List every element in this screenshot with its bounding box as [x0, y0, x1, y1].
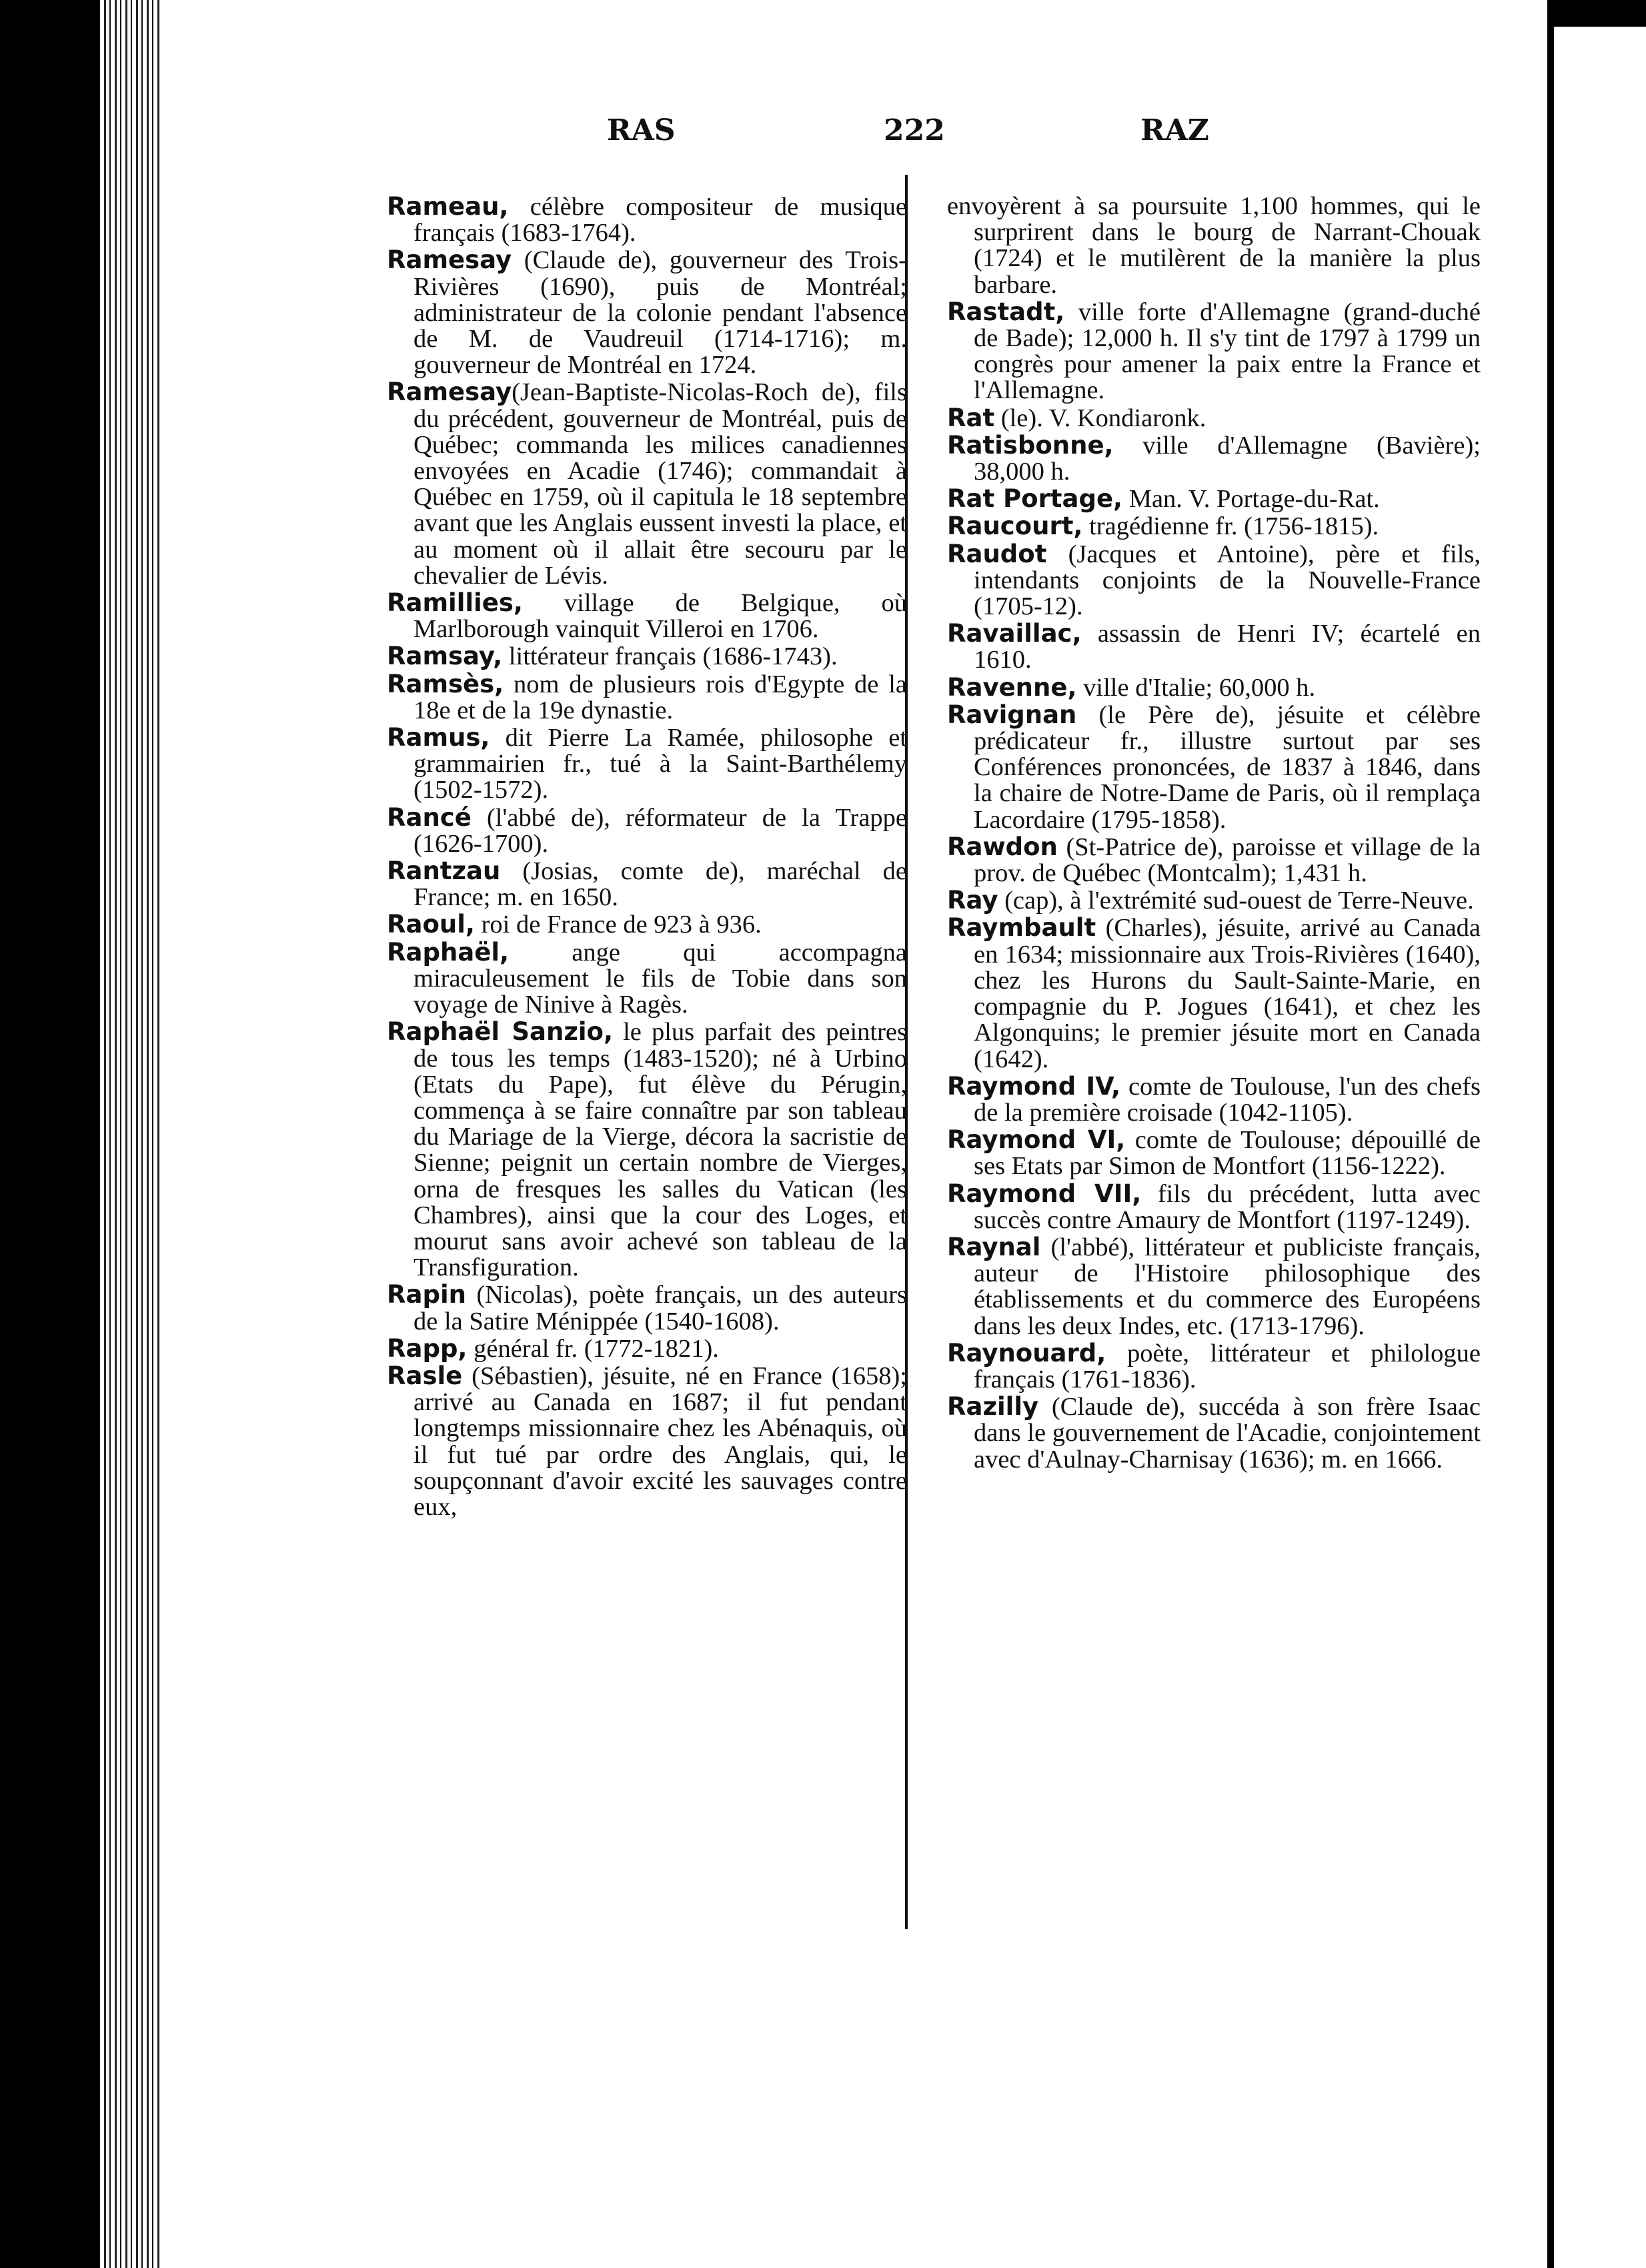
entry-definition: (Claude de), gouverneur des Trois-Rivières (1690), puis de Montréal; administrateur de la colonie pendant l'absence de M. de Vaudreuil (1714-1716); m. gouverneur de Montréal en 1724.	[414, 246, 907, 380]
entry-headword: Raymond VII,	[947, 1179, 1142, 1208]
entry-definition: (l'abbé), littérateur et publiciste français, auteur de l'Histoire philosophique des établissements et du commerce des Européens dans les deux Indes, etc. (1713-1796).	[974, 1233, 1481, 1340]
entry-definition: poète, littérateur et philologue français (1761-1836).	[974, 1339, 1481, 1393]
entry-headword: Raynouard,	[947, 1338, 1106, 1367]
entry-definition: (l'abbé de), réformateur de la Trappe (1626-1700).	[414, 803, 907, 858]
entry-definition: village de Belgique, où Marlborough vainquit Villeroi en 1706.	[414, 589, 907, 644]
next-page-edge	[1554, 27, 1646, 2268]
book-page	[160, 0, 1547, 2268]
right-guide-word: RAZ	[1140, 113, 1209, 147]
entry-headword: Ramesay	[387, 378, 512, 407]
dictionary-entry	[387, 379, 907, 589]
dictionary-entry	[387, 939, 907, 1019]
entry-definition: (Jean-Baptiste-Nicolas-Roch de), fils du précédent, gouverneur de Montréal, puis de Québec; commanda les milices canadiennes envoyées en Acadie (1746); commandait à Québec en 1759, où il capitula le 18 septembre avant que les Anglais eussent investi la place, et au moment où il allait être secouru par le chevalier de Lévis.	[414, 378, 907, 590]
entry-headword: Razilly	[947, 1392, 1039, 1422]
entry-definition: général fr. (1772-1821).	[467, 1334, 719, 1363]
entry-headword: Raucourt,	[947, 512, 1083, 541]
dictionary-entry	[387, 724, 907, 804]
entry-headword: Ravaillac,	[947, 619, 1082, 648]
entry-headword: Rapp,	[387, 1333, 468, 1363]
entry-definition: (Josias, comte de), maréchal de France; m. en 1650.	[414, 857, 907, 912]
right-column	[947, 193, 1481, 1474]
dictionary-entry	[947, 915, 1481, 1072]
entry-definition: (le Père de), jésuite et célèbre prédicateur fr., illustre surtout par ses Conférences prononcées, de 1837 à 1846, dans la chaire de Notre-Dame de Paris, où il remplaça Lacordaire (1795-1858).	[974, 700, 1481, 834]
entry-definition: comte de Toulouse, l'un des chefs de la première croisade (1042-1105).	[974, 1072, 1481, 1127]
dictionary-entry	[387, 1335, 907, 1362]
dictionary-entry	[947, 1127, 1481, 1179]
entry-definition: (le). V. Kondiaronk.	[994, 404, 1206, 432]
dictionary-entry	[947, 1234, 1481, 1339]
left-column	[387, 193, 907, 1521]
entry-definition: (Nicolas), poète français, un des auteurs de la Satire Ménippée (1540-1608).	[414, 1281, 907, 1335]
entry-definition: assassin de Henri IV; écartelé en 1610.	[974, 620, 1481, 674]
entry-definition: Man. V. Portage-du-Rat.	[1122, 485, 1380, 514]
entry-headword: Raphaël,	[387, 937, 510, 967]
dictionary-entry	[947, 1181, 1481, 1233]
dictionary-entry	[947, 1393, 1481, 1473]
entry-definition: (Claude de), succéda à son frère Isaac dans le gouvernement de l'Acadie, conjointement avec d'Aulnay-Charnisay (1636); m. en 1666.	[974, 1393, 1481, 1474]
dictionary-entry	[387, 1019, 907, 1281]
dictionary-entry	[947, 541, 1481, 620]
entry-headword: Ratisbonne,	[947, 430, 1114, 460]
running-header	[160, 113, 1547, 167]
entry-headword: Raymbault	[947, 913, 1096, 943]
dictionary-entry	[387, 247, 907, 378]
dictionary-entry	[387, 1363, 907, 1520]
entry-headword: Rancé	[387, 802, 472, 832]
entry-headword: Rapin	[387, 1280, 466, 1309]
dictionary-entry	[947, 193, 1481, 298]
entry-definition: ange qui accompagna miraculeusement le fils de Tobie dans son voyage de Ninive à Ragès.	[414, 938, 907, 1019]
left-guide-word: RAS	[607, 113, 676, 147]
entry-headword: Raynal	[947, 1232, 1041, 1261]
dictionary-entry	[947, 513, 1481, 540]
dictionary-entry	[387, 911, 907, 938]
entry-headword: Raphaël Sanzio,	[387, 1017, 614, 1047]
dictionary-entry	[947, 702, 1481, 833]
entry-headword: Raudot	[947, 539, 1047, 568]
dictionary-entry	[947, 674, 1481, 701]
entry-definition: roi de France de 923 à 936.	[474, 911, 762, 939]
entry-headword: Rantzau	[387, 857, 501, 886]
dictionary-entry	[387, 671, 907, 724]
entry-headword: Raoul,	[387, 910, 475, 939]
entry-headword: Rasle	[387, 1361, 463, 1390]
dictionary-entry	[947, 1340, 1481, 1393]
dictionary-entry	[947, 486, 1481, 512]
entry-definition: nom de plusieurs rois d'Egypte de la 18e et de la 19e dynastie.	[414, 670, 907, 724]
entry-headword: Raymond VI,	[947, 1125, 1126, 1155]
entry-headword: Rawdon	[947, 832, 1058, 861]
entry-headword: Raymond IV,	[947, 1071, 1121, 1101]
entry-headword: Rat Portage,	[947, 484, 1123, 514]
entry-headword: Ramillies,	[387, 588, 523, 618]
entry-definition: (cap), à l'extrémité sud-ouest de Terre-Neuve.	[998, 887, 1474, 915]
entry-headword: Ramsay,	[387, 642, 503, 671]
dictionary-entry	[387, 643, 907, 670]
entry-definition: ville d'Italie; 60,000 h.	[1076, 673, 1316, 702]
page-number: 222	[884, 113, 945, 147]
dictionary-entry	[387, 804, 907, 857]
dictionary-entry	[947, 620, 1481, 673]
dictionary-entry	[947, 1073, 1481, 1126]
dictionary-entry	[387, 590, 907, 642]
entry-definition: dit Pierre La Ramée, philosophe et grammairien fr., tué à la Saint-Barthélemy (1502-1572).	[414, 724, 907, 804]
entry-headword: Ray	[947, 886, 998, 915]
entry-headword: Ramesay	[387, 245, 512, 275]
entry-headword: Ramus,	[387, 723, 490, 752]
entry-headword: Rat	[947, 403, 995, 432]
entry-definition: tragédienne fr. (1756-1815).	[1082, 512, 1379, 541]
dictionary-entry	[947, 432, 1481, 485]
entry-definition: (St-Patrice de), paroisse et village de la prov. de Québec (Montcalm); 1,431 h.	[974, 832, 1481, 888]
page-edges	[100, 0, 160, 2268]
dictionary-entry	[947, 887, 1481, 914]
entry-definition: le plus parfait des peintres de tous les temps (1483-1520); né à Urbino (Etats du Pape), fut élève du Pérugin, commença à se faire connaître par son tableau du Mariage de la Vierge, décora la sacristie de Sienne; peignit un certain nombre de Vierges, orna de fresques les salles du Vatican (les Chambres), ainsi que la cour des Loges, et mourut sans avoir achevé son tableau de la Transfiguration.	[414, 1018, 907, 1282]
dictionary-entry	[947, 405, 1481, 432]
dictionary-entry	[387, 858, 907, 911]
entry-headword: Ramsès,	[387, 669, 504, 698]
entry-definition: célèbre compositeur de musique français (1683-1764).	[414, 193, 907, 247]
entry-definition: ville d'Allemagne (Bavière); 38,000 h.	[974, 431, 1481, 486]
entry-headword: Rameau,	[387, 192, 509, 221]
entry-definition: (Jacques et Antoine), père et fils, intendants conjoints de la Nouvelle-France (1705-12).	[974, 540, 1481, 621]
dictionary-entry	[947, 299, 1481, 404]
dictionary-entry	[947, 834, 1481, 887]
entry-definition: fils du précédent, lutta avec succès contre Amaury de Montfort (1197-1249).	[974, 1179, 1481, 1234]
entry-headword: Rastadt,	[947, 297, 1065, 326]
entry-definition: comte de Toulouse; dépouillé de ses Etats par Simon de Montfort (1156-1222).	[974, 1126, 1481, 1181]
entry-definition: ville forte d'Allemagne (grand-duché de Bade); 12,000 h. Il s'y tint de 1797 à 1799 un congrès pour amener la paix entre la France et l'Allemagne.	[974, 298, 1481, 405]
entry-definition: (Sébastien), jésuite, né en France (1658); arrivé au Canada en 1687; il fut pendant longtemps missionnaire chez les Abénaquis, où il fut tué par ordre des Anglais, qui, le soupçonnant d'avoir excité les sauvages contre eux,	[414, 1361, 907, 1521]
entry-definition: envoyèrent à sa poursuite 1,100 hommes, qui le surprirent dans le bourg de Narrant-Chouak (1724) et le mutilèrent de la manière la plus barbare.	[947, 192, 1481, 299]
dictionary-entry	[387, 1281, 907, 1334]
dictionary-entry	[387, 193, 907, 246]
entry-headword: Ravignan	[947, 700, 1077, 729]
entry-headword: Ravenne,	[947, 672, 1077, 702]
entry-definition: (Charles), jésuite, arrivé au Canada en 1634; missionnaire aux Trois-Rivières (1640), chez les Hurons du Sault-Sainte-Marie, en compagnie du P. Jogues (1641), et chez les Algonquins; le premier jésuite mort en Canada (1642).	[974, 914, 1481, 1073]
entry-definition: littérateur français (1686-1743).	[502, 642, 838, 671]
